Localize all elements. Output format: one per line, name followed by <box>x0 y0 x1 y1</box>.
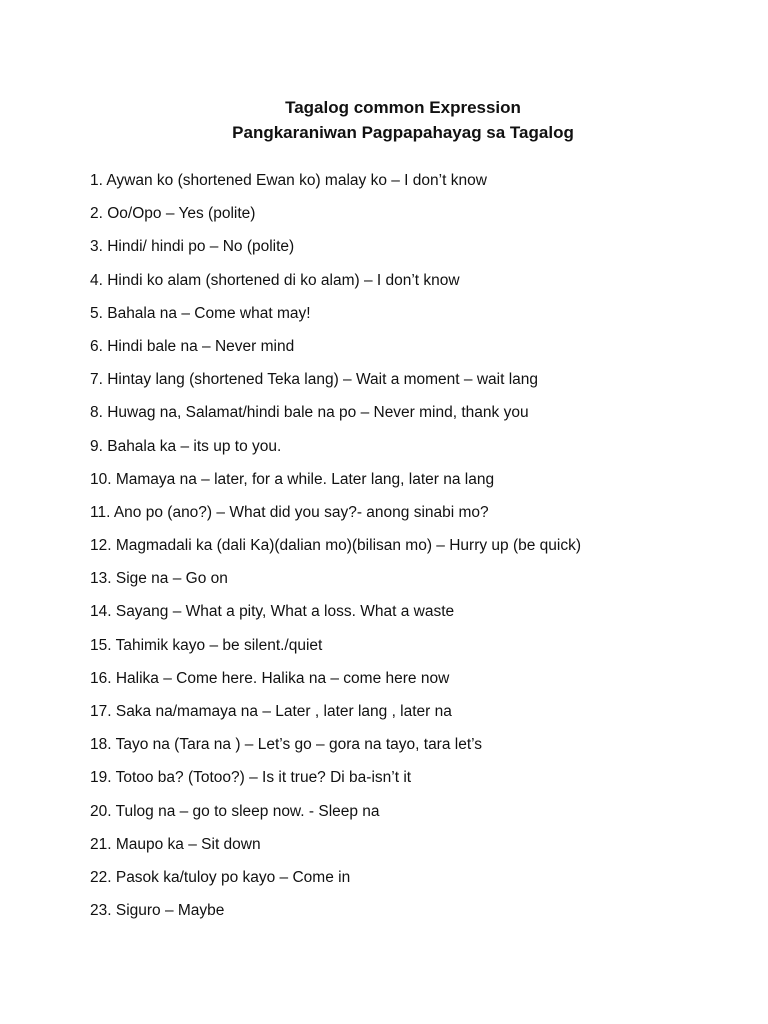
list-item: 8. Huwag na, Salamat/hindi bale na po – Never mind, thank you <box>90 404 529 422</box>
list-item: 16. Halika – Come here. Halika na – come here now <box>90 669 450 687</box>
list-item: 18. Tayo na (Tara na ) – Let’s go – gora na tayo, tara let’s <box>90 736 483 754</box>
list-item: 3. Hindi/ hindi po – No (polite) <box>90 238 295 256</box>
document-title: Tagalog common Expression <box>285 98 521 117</box>
list-item: 21. Maupo ka – Sit down <box>90 835 261 853</box>
list-item: 23. Siguro – Maybe <box>90 902 225 920</box>
list-item: 12. Magmadali ka (dali Ka)(dalian mo)(bilisan mo) – Hurry up (be quick) <box>90 537 582 555</box>
list-item: 20. Tulog na – go to sleep now. - Sleep na <box>90 802 380 820</box>
list-item: 13. Sige na – Go on <box>90 570 228 588</box>
list-item: 19. Totoo ba? (Totoo?) – Is it true? Di ba-isn’t it <box>90 769 412 787</box>
list-item: 11. Ano po (ano?) – What did you say?- anong sinabi mo? <box>90 503 489 521</box>
list-item: 1. Aywan ko (shortened Ewan ko) malay ko – I don’t know <box>90 172 487 189</box>
list-item: 4. Hindi ko alam (shortened di ko alam) – I don’t know <box>90 271 460 289</box>
list-item: 10. Mamaya na – later, for a while. Later lang, later na lang <box>90 470 495 488</box>
list-item: 5. Bahala na – Come what may! <box>90 304 311 322</box>
list-item: 15. Tahimik kayo – be silent./quiet <box>90 636 323 654</box>
document-subtitle: Pangkaraniwan Pagpapahayag sa Tagalog <box>232 123 574 142</box>
list-item: 17. Saka na/mamaya na – Later , later lang , later na <box>90 703 452 720</box>
expression-list <box>90 168 750 931</box>
list-item: 22. Pasok ka/tuloy po kayo – Come in <box>90 868 351 886</box>
list-item: 9. Bahala ka – its up to you. <box>90 437 282 455</box>
list-item: 2. Oo/Opo – Yes (polite) <box>90 205 256 223</box>
list-item: 7. Hintay lang (shortened Teka lang) – Wait a moment – wait lang <box>90 371 539 389</box>
title-block <box>0 95 768 145</box>
list-item: 14. Sayang – What a pity, What a loss. What a waste <box>90 603 455 621</box>
list-item: 6. Hindi bale na – Never mind <box>90 337 295 355</box>
